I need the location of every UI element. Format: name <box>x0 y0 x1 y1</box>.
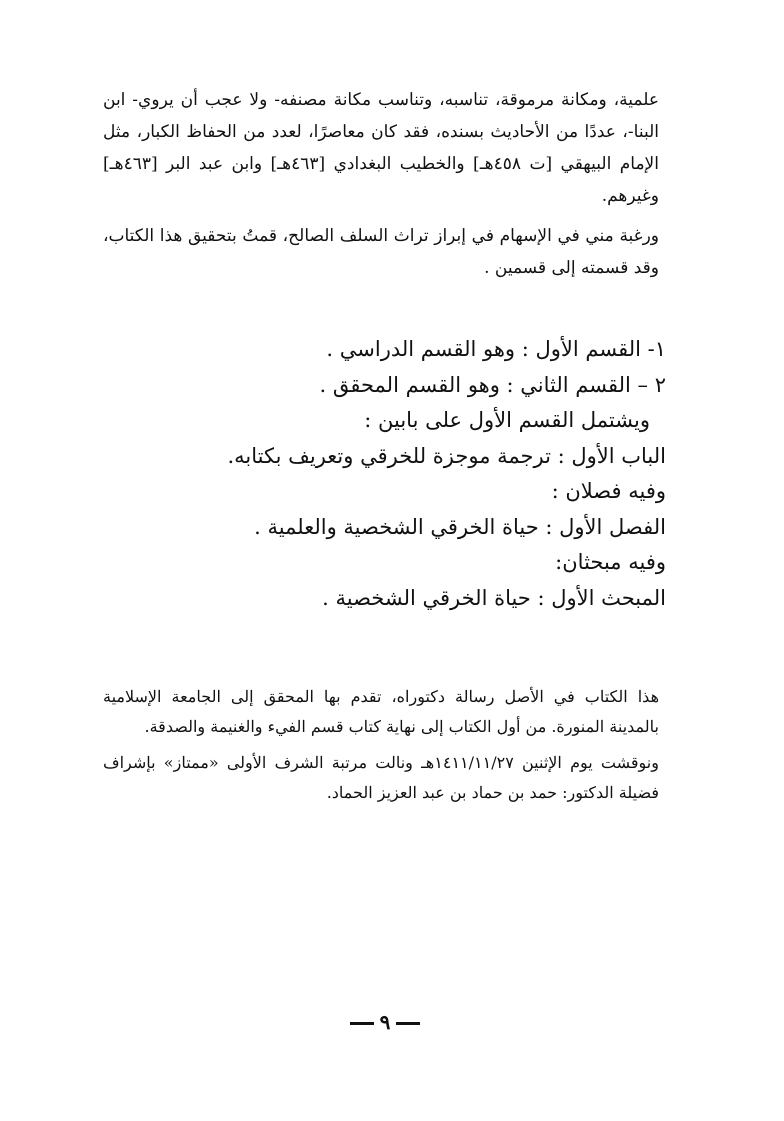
book-outline <box>227 332 666 616</box>
outline-item: الفصل الأول : حياة الخرقي الشخصية والعلمية . <box>254 514 666 539</box>
outline-item: الباب الأول : ترجمة موجزة للخرقي وتعريف بكتابه. <box>227 443 666 468</box>
outline-item: المبحث الأول : حياة الخرقي الشخصية . <box>322 585 666 610</box>
page-number <box>340 1010 430 1034</box>
footnote <box>103 682 659 808</box>
outline-item: ١- القسم الأول : وهو القسم الدراسي . <box>326 337 666 361</box>
outline-item: وفيه فصلان : <box>551 479 666 503</box>
footnote-paragraph-2: ونوقشت يوم الإثنين ١٤١١/١١/٢٧هـ ونالت مرتبة الشرف الأولى «ممتاز» بإشراف فضيلة الدكتور: حمد بن حماد بن عبد العزيز الحماد. <box>103 753 659 802</box>
intro-text <box>103 84 659 284</box>
outline-item: ويشتمل القسم الأول على بابين : <box>364 408 650 432</box>
intro-paragraph-2: ورغبة مني في الإسهام في إبراز تراث السلف الصالح، قمتُ بتحقيق هذا الكتاب، وقد قسمته إلى قسمين . <box>103 226 659 278</box>
outline-item: ٢ – القسم الثاني : وهو القسم المحقق . <box>319 372 666 397</box>
dash-left <box>396 1022 420 1025</box>
outline-item: وفيه مبحثان: <box>555 550 666 574</box>
footnote-paragraph-1: هذا الكتاب في الأصل رسالة دكتوراه، تقدم بها المحقق إلى الجامعة الإسلامية بالمدينة المنورة. من أول الكتاب إلى نهاية كتاب قسم الفيء والغنيمة والصدقة. <box>103 687 659 736</box>
intro-paragraph-1: علمية، ومكانة مرموقة، تناسبه، وتناسب مكانة مصنفه- ولا عجب أن يروي- ابن البنا-، عددًا من الأحاديث بسنده، فقد كان معاصرًا، لعدد من الحفاظ الكبار، مثل الإمام البيهقي [ت ٤٥٨هـ] والخطيب البغدادي [٤٦٣هـ] وابن عبد البر [٤٦٣هـ] وغيرهم. <box>103 90 659 206</box>
dash-right <box>350 1022 374 1025</box>
page-number-value: ٩ <box>379 1010 391 1034</box>
